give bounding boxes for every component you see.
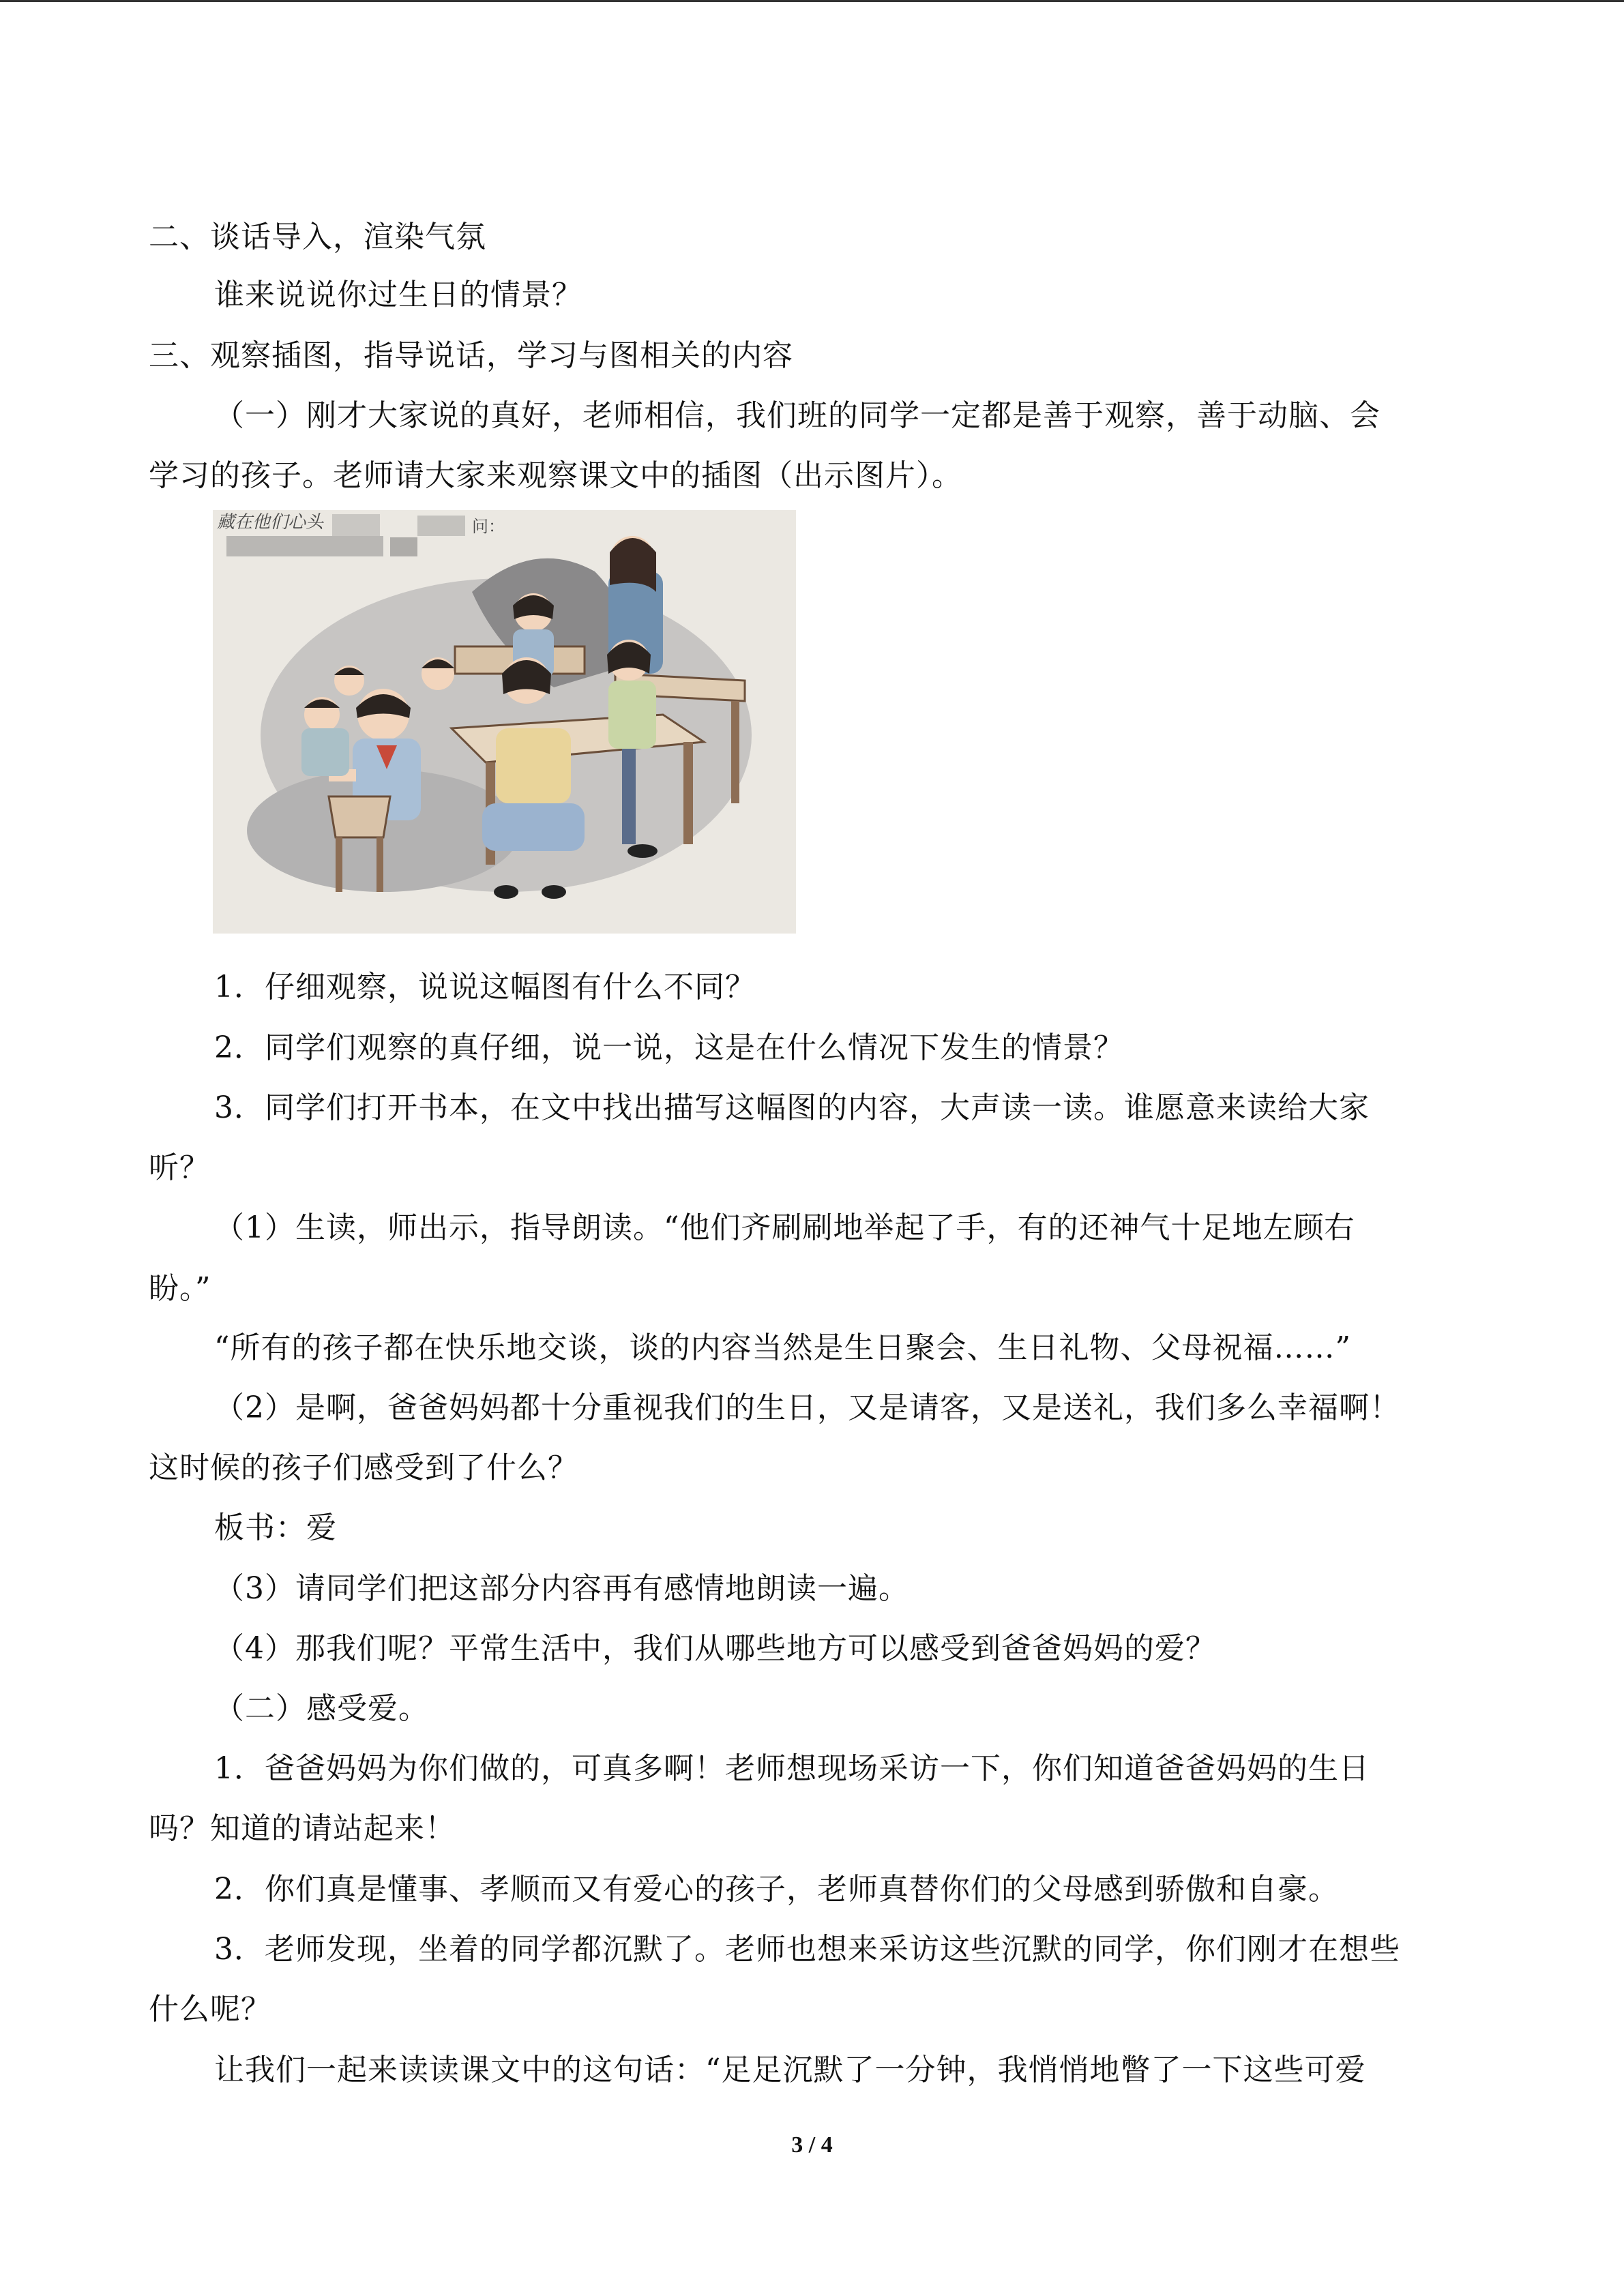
paragraph: （1）生读，师出示，指导朗读。“他们齐刷刷地举起了手，有的还神气十足地左顾右 <box>214 1210 1355 1245</box>
list-item: 3．老师发现，坐着的同学都沉默了。老师也想来采访这些沉默的同学，你们刚才在想些 <box>214 1932 1400 1967</box>
classroom-illustration-image <box>213 510 796 934</box>
paragraph: （一）刚才大家说的真好，老师相信，我们班的同学一定都是善于观察，善于动脑、会 <box>214 398 1381 433</box>
blurred-text-block <box>417 516 465 536</box>
paragraph: （4）那我们呢？平常生活中，我们从哪些地方可以感受到爸爸妈妈的爱？ <box>214 1631 1216 1666</box>
paragraph: 听？ <box>149 1150 210 1185</box>
paragraph: 盼。” <box>149 1271 211 1306</box>
paragraph: 吗？知道的请站起来！ <box>149 1811 456 1846</box>
paragraph: （3）请同学们把这部分内容再有感情地朗读一遍。 <box>214 1571 909 1606</box>
paragraph: 谁来说说你过生日的情景？ <box>214 278 582 312</box>
illustration-caption: 藏在他们心头 <box>217 512 324 533</box>
list-item: 2．你们真是懂事、孝顺而又有爱心的孩子，老师真替你们的父母感到骄傲和自豪。 <box>214 1872 1339 1907</box>
list-item: 1．仔细观察，说说这幅图有什么不同？ <box>214 970 756 1004</box>
textbook-illustration <box>213 510 796 934</box>
list-item: 1．爸爸妈妈为你们做的，可真多啊！老师想现场采访一下，你们知道爸爸妈妈的生日 <box>214 1751 1370 1786</box>
paragraph: （2）是啊，爸爸妈妈都十分重视我们的生日，又是请客，又是送礼，我们多么幸福啊！ <box>214 1390 1400 1425</box>
list-item: 2．同学们观察的真仔细，说一说，这是在什么情况下发生的情景？ <box>214 1030 1124 1065</box>
board-note: 板书：爱 <box>214 1510 337 1545</box>
paragraph: 让我们一起来读读课文中的这句话：“足足沉默了一分钟，我悄悄地瞥了一下这些可爱 <box>214 2053 1366 2087</box>
top-border <box>0 0 1624 2</box>
paragraph: 什么呢？ <box>149 1992 271 2027</box>
list-item: 3．同学们打开书本，在文中找出描写这幅图的内容，大声读一读。谁愿意来读给大家 <box>214 1090 1370 1125</box>
blurred-text-block <box>226 536 383 556</box>
subsection-heading: （二）感受爱。 <box>214 1691 429 1726</box>
paragraph: 这时候的孩子们感受到了什么？ <box>149 1450 578 1485</box>
blurred-text-block <box>390 537 417 556</box>
page-number: 3 / 4 <box>791 2132 833 2158</box>
quote: “所有的孩子都在快乐地交谈，谈的内容当然是生日聚会、生日礼物、父母祝福……” <box>214 1330 1351 1365</box>
illustration-caption: 问： <box>472 517 505 536</box>
blurred-text-block <box>332 514 380 537</box>
section-heading-3: 三、观察插图，指导说话，学习与图相关的内容 <box>149 338 793 373</box>
paragraph: 学习的孩子。老师请大家来观察课文中的插图（出示图片）。 <box>149 458 962 493</box>
section-heading-2: 二、谈话导入，渲染气氛 <box>149 220 486 254</box>
